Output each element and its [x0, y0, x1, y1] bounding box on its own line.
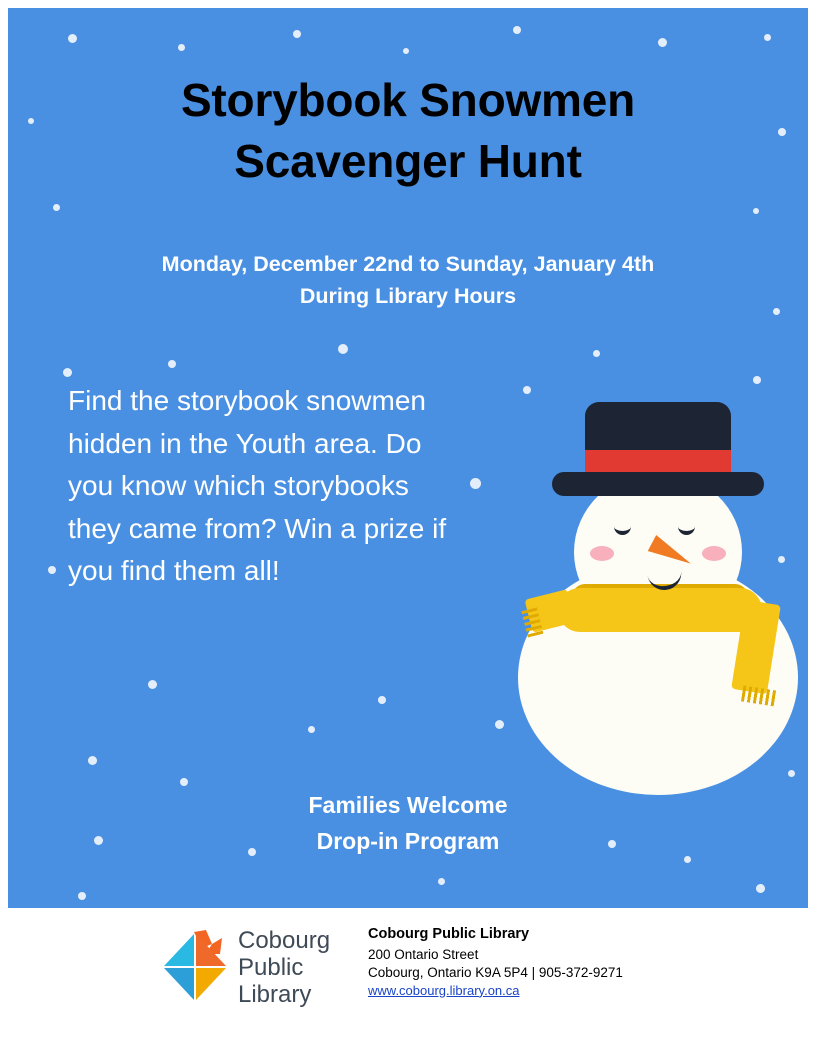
library-logo-mark-icon [156, 928, 232, 1006]
library-name: Cobourg Public Library [368, 926, 530, 942]
snow-dot [378, 696, 386, 704]
snow-dot [293, 30, 301, 38]
snow-dot [308, 726, 315, 733]
library-logo-line-3: Library [238, 980, 312, 1008]
snowman-illustration [506, 388, 806, 808]
poster-note-line-2: Drop-in Program [316, 827, 500, 854]
snow-dot [513, 26, 521, 34]
library-logo [156, 922, 346, 1008]
poster-dates [8, 248, 808, 313]
snow-dot [764, 34, 771, 41]
snow-dot [178, 44, 185, 51]
poster-title [8, 70, 808, 191]
snowman-eye-left [614, 518, 631, 535]
snow-dot [438, 878, 445, 885]
library-website-link[interactable]: www.cobourg.library.on.ca [368, 982, 520, 998]
snow-dot [180, 778, 188, 786]
library-address-line-2: Cobourg, Ontario K9A 5P4 | 905-372-9271 [368, 964, 623, 980]
snow-dot [338, 344, 348, 354]
poster-title-line-2: Scavenger Hunt [234, 134, 582, 187]
snowman-hat-brim [552, 472, 764, 496]
snow-dot [53, 204, 60, 211]
snow-dot [753, 208, 759, 214]
snow-dot [470, 478, 481, 489]
poster-note-line-1: Families Welcome [308, 792, 508, 818]
poster-program-notes [128, 788, 688, 859]
snow-dot [68, 34, 77, 43]
snowman-cheek-left [590, 546, 614, 561]
snow-dot [94, 836, 103, 845]
library-contact-block [368, 926, 788, 1000]
poster-description: Find the storybook snowmen hidden in the Youth area. Do you know which storybooks they came from? Win a prize if you find them all! [68, 385, 447, 587]
snow-dot [48, 566, 56, 574]
snow-dot [756, 884, 765, 893]
poster-title-line-1: Storybook Snowmen [180, 74, 636, 126]
poster-date-line-1: Monday, December 22nd to Sunday, January 4th [161, 252, 655, 276]
snow-dot [593, 350, 600, 357]
snow-dot [148, 680, 157, 689]
snowman-cheek-right [702, 546, 726, 561]
snow-dot [78, 892, 86, 900]
poster-background-panel [8, 8, 808, 908]
snow-dot [168, 360, 176, 368]
snow-dot [88, 756, 97, 765]
snow-dot [753, 376, 761, 384]
snow-dot [495, 720, 504, 729]
snowman-eye-right [678, 518, 695, 535]
library-logo-line-1: Cobourg [238, 927, 331, 954]
snow-dot [658, 38, 667, 47]
snowman-hat-band [585, 450, 731, 472]
library-address-line-1: 200 Ontario Street [368, 947, 479, 962]
snow-dot [403, 48, 409, 54]
library-logo-line-2: Public [238, 953, 304, 981]
poster-date-line-2: During Library Hours [299, 284, 517, 309]
poster-footer [8, 912, 808, 1048]
snow-dot [63, 368, 72, 377]
snowman-scarf [558, 588, 762, 632]
library-logo-text [238, 928, 330, 1009]
